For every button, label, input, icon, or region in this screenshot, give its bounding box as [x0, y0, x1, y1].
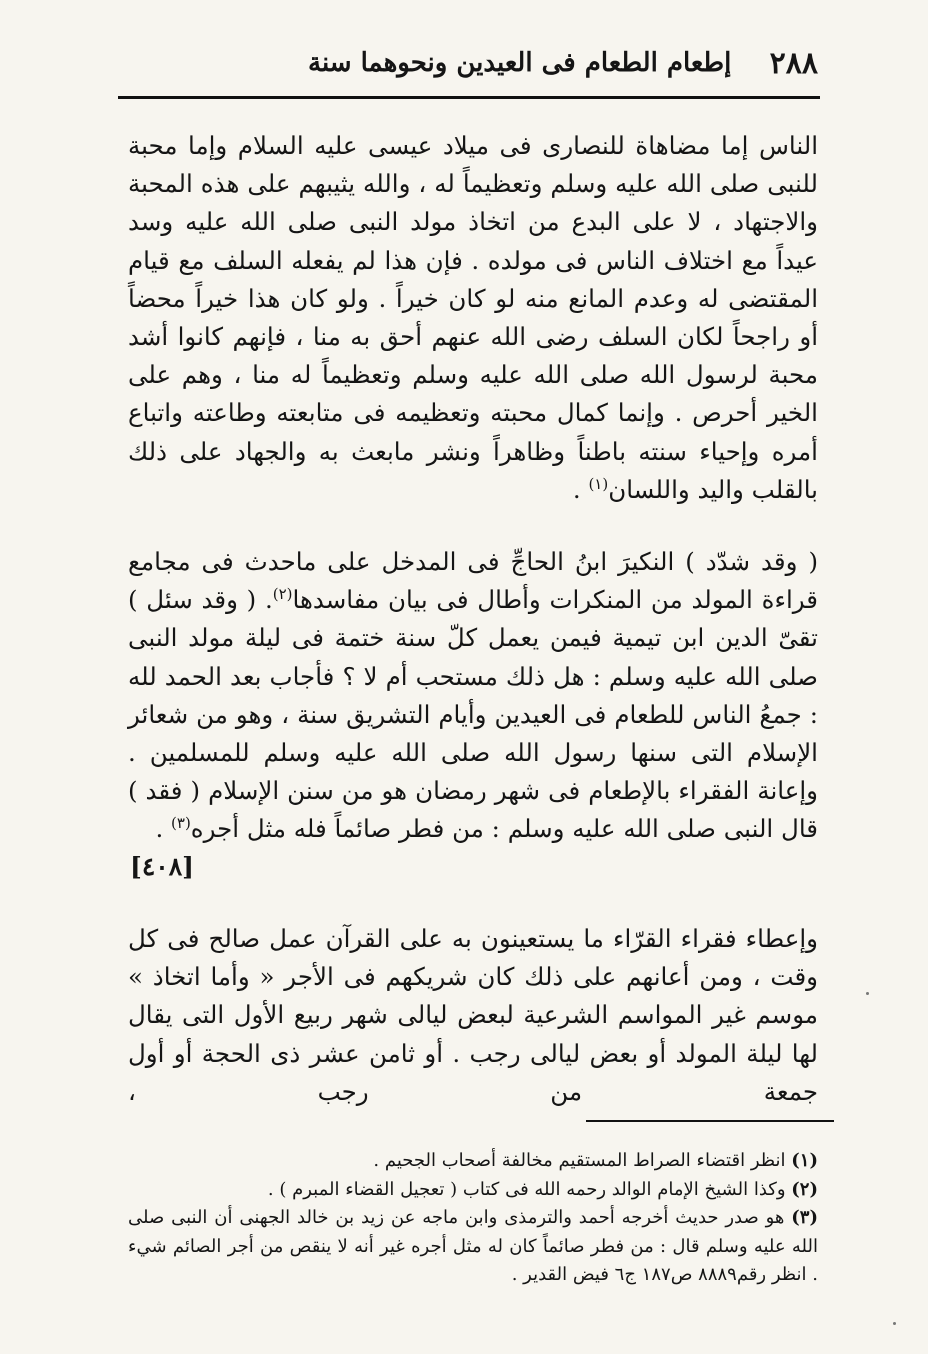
paragraph-3-text: وإعطاء فقراء القرّاء ما يستعينون به على القرآن عمل صالح فى كل وقت ، ومن أعانهم على ذلك كان شريكهم فى الأجر « وأما اتخاذ » موسم غير المواسم الشرعية لبعض ليالى شهر ربيع الأول التى يقال لها ليلة المولد أو بعض ليالى رجب . أو ثامن عشر ذى الحجة أو أول جمعة من رجب ، — [128, 924, 818, 1106]
footnote-text: انظر اقتضاء الصراط المستقيم مخالفة أصحاب الجحيم . — [373, 1150, 786, 1171]
footnote — [128, 1204, 818, 1290]
paragraph-2-text-a: ( وقد شدّد ) النكيرَ ابنُ الحاجِّ فى المدخل على ماحدث فى مجامع قراءة المولد من المنكرات وأطال فى بيان مفاسدها — [128, 547, 818, 615]
paragraph-3 — [128, 920, 818, 1149]
footnote-rule — [586, 1120, 834, 1122]
footnote — [128, 1147, 818, 1176]
original-page-reference: [٤٠٨] — [130, 852, 194, 881]
paragraph-2-text-b: . ( وقد سئل ) تقىّ الدين ابن تيمية فيمن يعمل كلّ سنة ختمة فى ليلة مولد النبى صلى الله عليه وسلم : هل ذلك مستحب أم لا ؟ فأجاب بعد الحمد لله : جمعُ الناس للطعام فى العيدين وأيام التشريق سنة ، وهو من شعائر الإسلام التى سنها رسول الله صلى الله عليه وسلم للمسلمين . وإعانة الفقراء بالإطعام فى شهر رمضان هو من سنن الإسلام ( فقد ) قال النبى صلى الله عليه وسلم : من فطر صائماً فله مثل أجره — [128, 585, 818, 844]
page-number: ٢٨٨ — [769, 46, 818, 81]
footnote-ref-2: (٢) — [272, 585, 293, 604]
scan-speck — [866, 992, 869, 995]
paragraph-1-end: . — [572, 474, 589, 504]
page-header — [118, 44, 818, 92]
paragraph-2 — [128, 543, 818, 849]
footnote-number: (٢) — [791, 1178, 818, 1200]
paragraph-1 — [128, 127, 818, 509]
footnote-ref-1: (١) — [588, 474, 609, 493]
footnote — [128, 1176, 818, 1205]
footnote-number: (١) — [791, 1150, 818, 1171]
footnotes — [128, 1147, 818, 1290]
scan-speck — [893, 1322, 896, 1325]
running-title: إطعام الطعام فى العيدين ونحوهما سنة — [308, 48, 732, 78]
footnote-ref-3: (٣) — [171, 814, 191, 833]
header-rule — [118, 96, 820, 99]
footnote-text: هو صدر حديث أخرجه أحمد والترمذى وابن ماجه عن زيد بن خالد الجهنى أن النبى صلى الله عليه وسلم قال : من فطر صائماً كان له مثل أجره غير أنه لا ينقص من أجر الصائم شيء . انظر رقم٨٨٨٩ ص١٨٧ ج٦ فيض القدير . — [128, 1207, 818, 1286]
footnote-text: وكذا الشيخ الإمام الوالد رحمه الله فى كتاب ( تعجيل القضاء المبرم ) . — [267, 1178, 786, 1200]
paragraph-1-text: الناس إما مضاهاة للنصارى فى ميلاد عيسى عليه السلام وإما محبة للنبى صلى الله عليه وسلم وتعظيماً له ، والله يثيبهم على هذه المحبة والاجتهاد ، لا على البدع من اتخاذ مولد النبى صلى الله عليه وسد عيداً مع اختلاف الناس فى مولده . فإن هذا لم يفعله السلف مع قيام المقتضى له وعدم المانع منه لو كان خيراً . ولو كان هذا خيراً محضاً أو راجحاً لكان السلف رضى الله عنهم أحق به منا ، فإنهم كانوا أشد محبة لرسول الله صلى الله عليه وسلم وتعظيماً له منا ، وهم على الخير أحرص . وإنما كمال محبته وتعظيمه فى متابعته وطاعته واتباع أمره وإحياء سنته باطناً وظاهراً ونشر مابعث به والجهاد على ذلك بالقلب واليد واللسان — [128, 131, 818, 504]
footnote-number: (٣) — [791, 1207, 818, 1229]
paragraph-2-end: . — [155, 814, 172, 844]
